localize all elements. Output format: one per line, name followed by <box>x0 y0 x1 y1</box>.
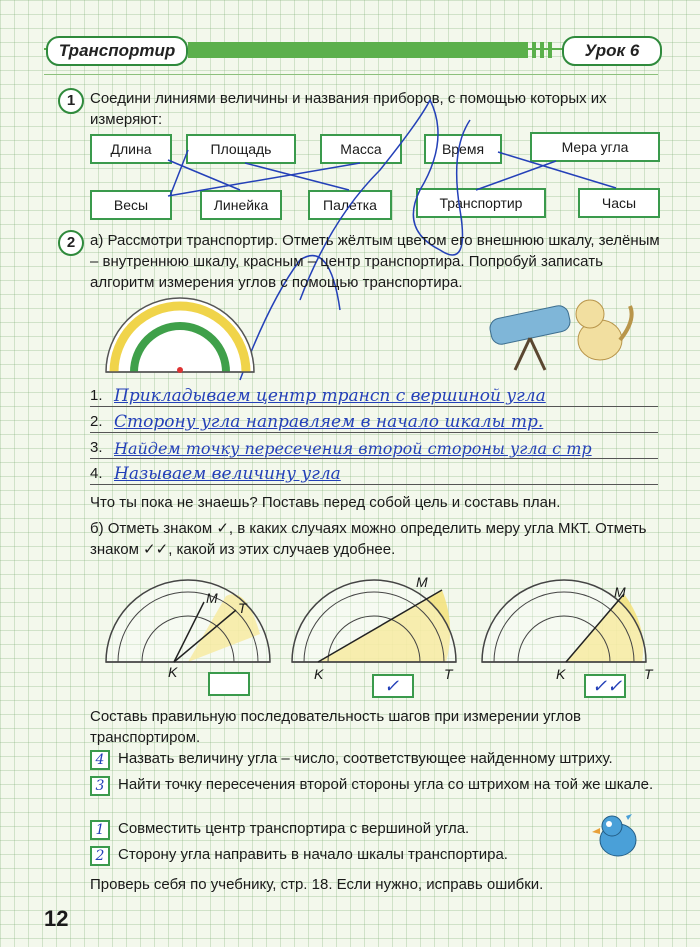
step-text: Сторону угла направить в начало шкалы транспортира. <box>118 846 508 863</box>
step-text: Назвать величину угла – число, соответствующее найденному штриху. <box>118 750 613 767</box>
sequence-intro: Составь правильную последовательность шагов при измерении углов транспортиром. <box>90 708 582 746</box>
check-box[interactable] <box>372 674 414 698</box>
quantity-box[interactable]: Длина <box>90 134 172 164</box>
point-label-m: M <box>416 574 428 590</box>
quantity-box[interactable]: Площадь <box>186 134 296 164</box>
algorithm-number: 4. <box>90 465 103 482</box>
page-title: Транспортир <box>46 36 188 66</box>
check-mark <box>210 674 220 695</box>
step-order-box[interactable]: 4 <box>90 750 110 770</box>
check-yourself-text: Проверь себя по учебнику, стр. 18. Если нужно, исправь ошибки. <box>90 876 544 893</box>
handwritten-answer[interactable]: Сторону угла направляем в начало шкалы тр. <box>114 412 544 432</box>
task-1-number: 1 <box>58 88 84 114</box>
point-label-m: M <box>614 584 626 600</box>
algorithm-number: 3. <box>90 439 103 456</box>
quantity-box[interactable]: Время <box>424 134 502 164</box>
protractor-angles <box>96 566 666 686</box>
step-order-box[interactable]: 1 <box>90 820 110 840</box>
point-label-t: T <box>444 666 453 682</box>
step-order-box[interactable]: 2 <box>90 846 110 866</box>
connection-line <box>476 161 556 190</box>
instrument-box[interactable]: Линейка <box>200 190 282 220</box>
handwritten-answer[interactable]: Прикладываем центр трансп с вершиной угла <box>114 386 546 406</box>
task-2b-text: б) Отметь знаком ✓, в каких случаях можно определить меру угла МКТ. Отметь знаком ✓✓, какой из этих случаев удобнее. <box>90 520 647 558</box>
question-text: Что ты пока не знаешь? Поставь перед собой цель и составь план. <box>90 494 561 511</box>
connection-line <box>498 152 616 188</box>
point-label-k: K <box>168 664 178 680</box>
protractor-2 <box>292 580 456 662</box>
task-2-number: 2 <box>58 230 84 256</box>
algorithm-number: 2. <box>90 413 103 430</box>
step-text: Найти точку пересечения второй стороны угла со штрихом на той же шкале. <box>118 776 654 793</box>
step-text: Совместить центр транспортира с вершиной угла. <box>118 820 470 837</box>
point-label-m: M <box>206 590 218 606</box>
check-mark: ✓✓ <box>592 676 623 697</box>
instrument-box[interactable]: Весы <box>90 190 172 220</box>
check-box[interactable] <box>584 674 626 698</box>
instrument-box[interactable]: Транспортир <box>416 188 546 218</box>
telescope-illustration <box>480 290 640 374</box>
task-1-text: Соедини линиями величины и названия приборов, с помощью которых их измеряют: <box>90 90 607 128</box>
check-mark: ✓ <box>384 676 400 697</box>
step-order-box[interactable]: 3 <box>90 776 110 796</box>
point-label-k: K <box>314 666 324 682</box>
instrument-box[interactable]: Палетка <box>308 190 392 220</box>
protractor-1 <box>106 580 270 662</box>
check-box[interactable] <box>208 672 250 696</box>
handwritten-answer[interactable]: Найдем точку пересечения второй стороны угла с тр <box>114 439 592 458</box>
protractor-diagram <box>100 294 260 378</box>
algorithm-number: 1. <box>90 387 103 404</box>
point-label-t: T <box>238 600 247 616</box>
handwritten-answer[interactable]: Называем величину угла <box>114 464 341 484</box>
page-number: 12 <box>44 906 69 931</box>
instrument-box[interactable]: Часы <box>578 188 660 218</box>
quantity-box[interactable]: Масса <box>320 134 402 164</box>
task-2a-text: а) Рассмотри транспортир. Отметь жёлтым цветом его внешнюю шкалу, зелёным – внутреннюю шкалу, красным – центр транспортира. Попробуй записать алгоритм измерения углов с помощью транспортира. <box>90 232 660 291</box>
point-label-k: K <box>556 666 566 682</box>
quantity-box[interactable]: Мера угла <box>530 132 660 162</box>
lesson-label: Урок 6 <box>562 36 662 66</box>
point-label-t: T <box>644 666 653 682</box>
bird-illustration <box>590 810 646 862</box>
connection-line <box>170 150 188 196</box>
